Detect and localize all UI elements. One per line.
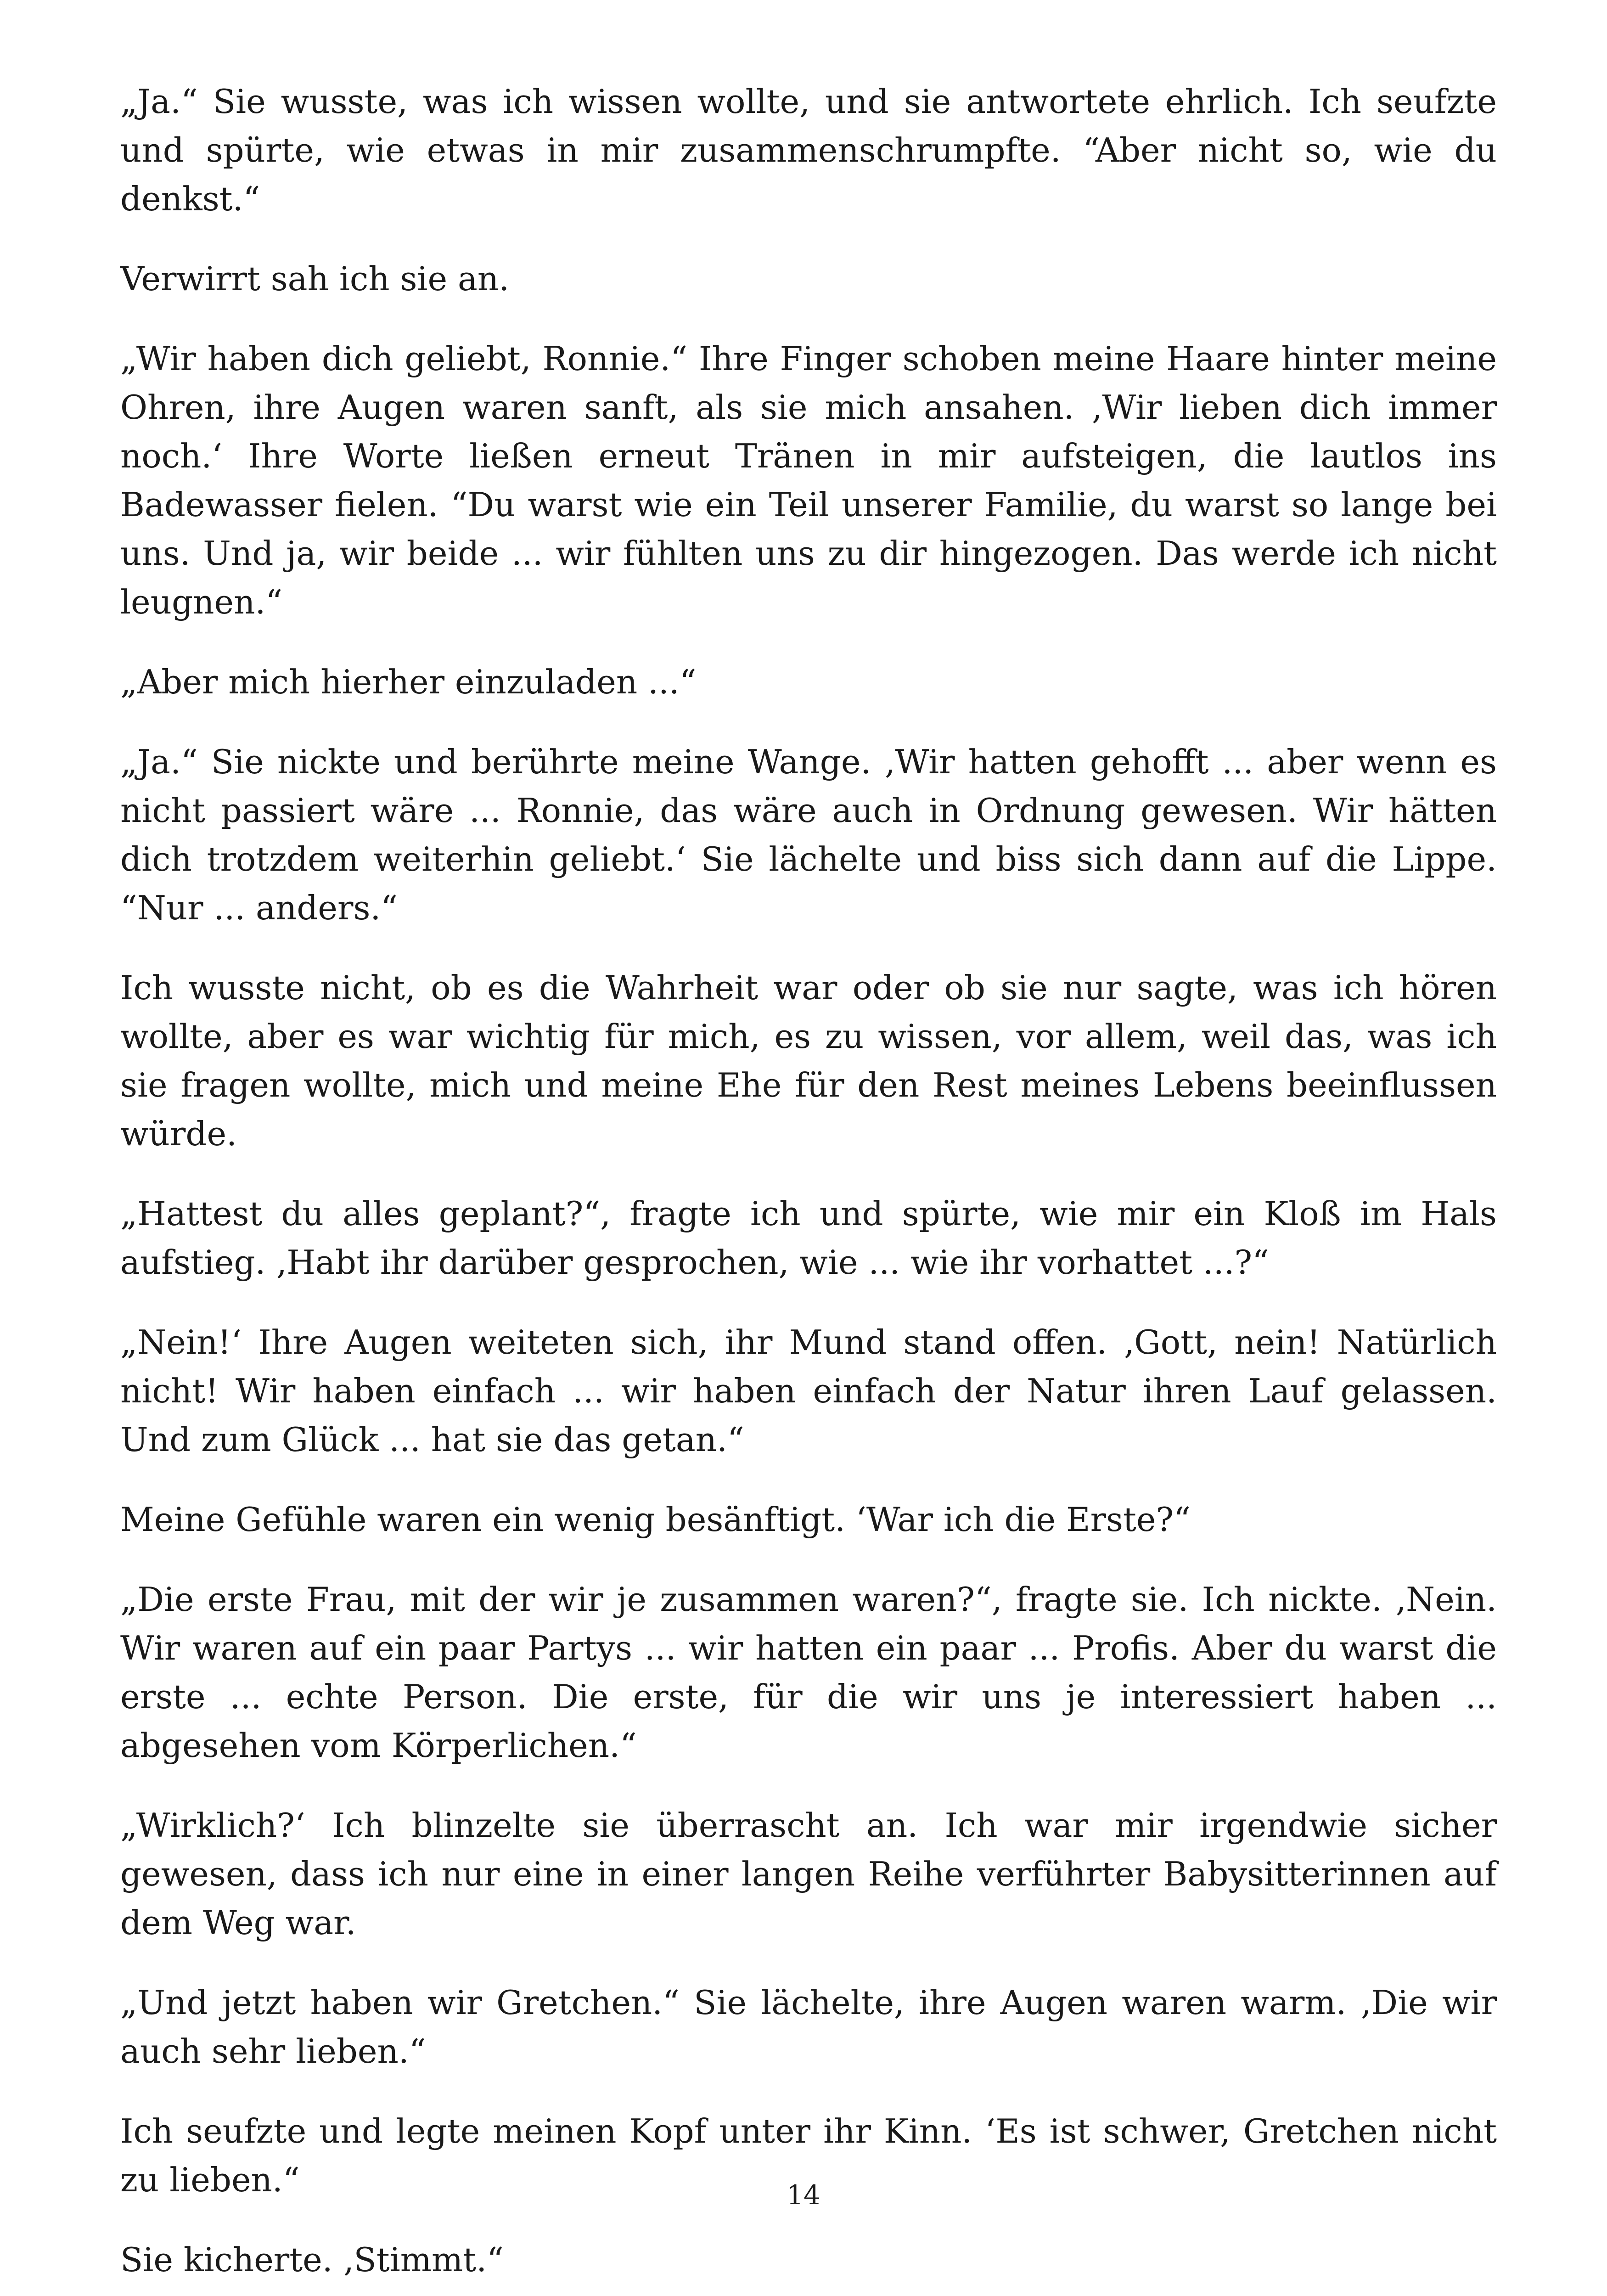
- paragraph: Meine Gefühle waren ein wenig besänftigt. ‘War ich die Erste?“: [120, 1500, 1191, 1539]
- paragraph: „Wir haben dich geliebt, Ronnie.“ Ihre Finger schoben meine Haare hinter meine Ohren, ihre Augen waren sanft, als sie mich ansahen. ‚Wir lieben dich immer noch.‘ Ihre Worte ließen erneut Tränen in mir aufsteigen, die lautlos ins Badewasser fielen. “Du warst wie ein Teil unserer Familie, du warst so lange bei uns. Und ja, wir beide ... wir fühlten uns zu dir hingezogen. Das werde ich nicht leugnen.“: [120, 339, 1497, 621]
- paragraph: „Ja.“ Sie wusste, was ich wissen wollte, und sie antwortete ehrlich. Ich seufzte und spürte, wie etwas in mir zusammenschrumpfte. “Aber nicht so, wie du denkst.“: [120, 82, 1497, 218]
- paragraph: „Hattest du alles geplant?“, fragte ich und spürte, wie mir ein Kloß im Hals aufstieg. ‚Habt ihr darüber gesprochen, wie ... wie ihr vorhattet ...?“: [120, 1194, 1497, 1282]
- paragraph: „Wirklich?‘ Ich blinzelte sie überrascht an. Ich war mir irgendwie sicher gewesen, dass ich nur eine in einer langen Reihe verführter Babysitterinnen auf dem Weg war.: [120, 1806, 1497, 1942]
- paragraph: Sie kicherte. ‚Stimmt.“: [120, 2240, 504, 2279]
- page-number: 14: [787, 2179, 820, 2211]
- paragraph: „Ja.“ Sie nickte und berührte meine Wange. ‚Wir hatten gehofft ... aber wenn es nicht passiert wäre ... Ronnie, das wäre auch in Ordnung gewesen. Wir hätten dich trotzdem weiterhin geliebt.‘ Sie lächelte und biss sich dann auf die Lippe. “Nur ... anders.“: [120, 743, 1497, 927]
- paragraph: „Aber mich hierher einzuladen ...“: [120, 663, 697, 701]
- body-text: [120, 77, 1497, 2296]
- paragraph: Verwirrt sah ich sie an.: [120, 259, 510, 298]
- paragraph: Ich seufzte und legte meinen Kopf unter ihr Kinn. ‘Es ist schwer, Gretchen nicht zu lieben.“: [120, 2112, 1497, 2199]
- paragraph: „Und jetzt haben wir Gretchen.“ Sie lächelte, ihre Augen waren warm. ‚Die wir auch sehr lieben.“: [120, 1983, 1497, 2071]
- paragraph: „Nein!‘ Ihre Augen weiteten sich, ihr Mund stand offen. ‚Gott, nein! Natürlich nicht! Wir haben einfach ... wir haben einfach der Natur ihren Lauf gelassen. Und zum Glück ... hat sie das getan.“: [120, 1323, 1497, 1459]
- paragraph: „Die erste Frau, mit der wir je zusammen waren?“, fragte sie. Ich nickte. ‚Nein. Wir waren auf ein paar Partys ... wir hatten ein paar ... Profis. Aber du warst die erste ... echte Person. Die erste, für die wir uns je interessiert haben ... abgesehen vom Körperlichen.“: [120, 1580, 1497, 1765]
- paragraph: Ich wusste nicht, ob es die Wahrheit war oder ob sie nur sagte, was ich hören wollte, aber es war wichtig für mich, es zu wissen, vor allem, weil das, was ich sie fragen wollte, mich und meine Ehe für den Rest meines Lebens beeinflussen würde.: [120, 968, 1497, 1153]
